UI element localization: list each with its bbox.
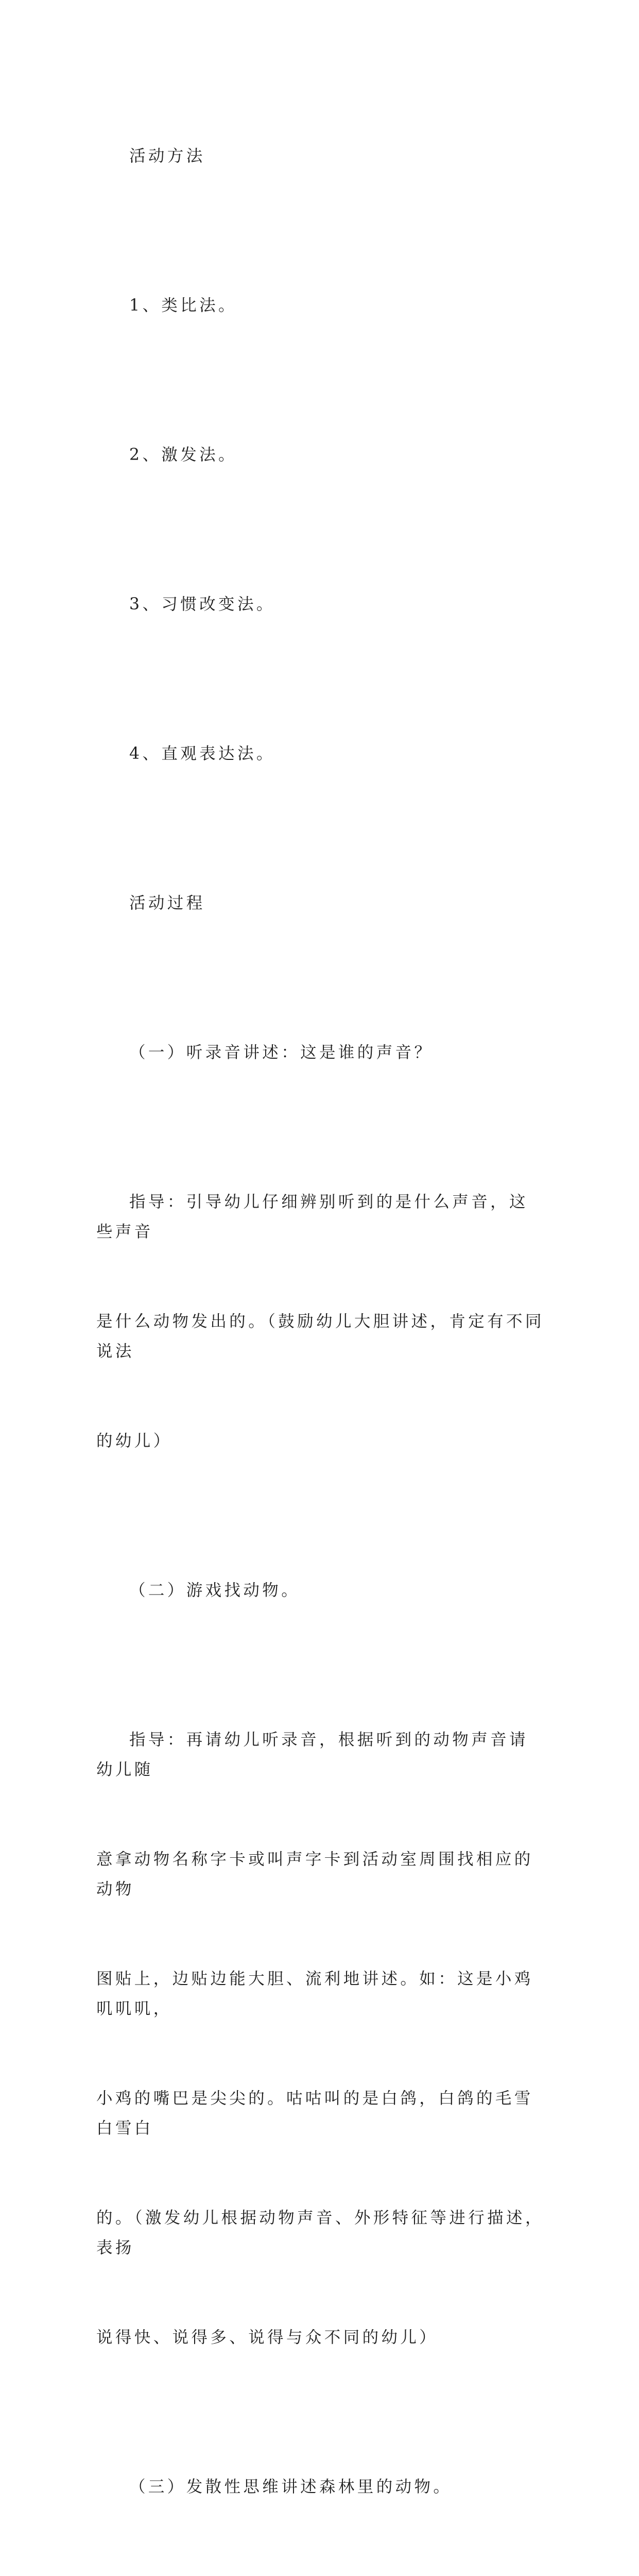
text-line: 活动方法 <box>129 147 205 165</box>
section-3-title <box>96 2412 544 2562</box>
section-2-title <box>96 1516 544 1665</box>
section-2-guidance <box>96 1665 544 2412</box>
method-item-2 <box>96 380 544 530</box>
text-line: 的。（激发幼儿根据动物声音、外形特征等进行描述，表扬 <box>96 2209 544 2257</box>
heading-activity-process <box>96 828 544 978</box>
text-line: 指导：再请幼儿听录音，根据听到的动物声音请幼儿随 <box>96 1731 528 1779</box>
section-1-guidance <box>96 1127 544 1516</box>
method-item-1 <box>96 231 544 380</box>
text-line: （二）游戏找动物。 <box>129 1581 301 1600</box>
heading-activity-method <box>96 81 544 231</box>
text-line: （三）发散性思维讲述森林里的动物。 <box>129 2478 453 2496</box>
section-3-guidance <box>96 2562 544 2576</box>
text-line: 1、类比法。 <box>129 296 237 315</box>
text-line: 3、习惯改变法。 <box>129 595 275 614</box>
method-item-3 <box>96 530 544 679</box>
text-line: 意拿动物名称字卡或叫声字卡到活动室周围找相应的动物 <box>96 1850 533 1899</box>
text-line: 活动过程 <box>129 894 205 912</box>
text-line: （一）听录音讲述：这是谁的声音？ <box>129 1043 434 1062</box>
text-line: 小鸡的嘴巴是尖尖的。咕咕叫的是白鸽，白鸽的毛雪白雪白 <box>96 2089 533 2138</box>
text-line: 是什么动物发出的。（鼓励幼儿大胆讲述，肯定有不同说法 <box>96 1312 544 1361</box>
section-1-title <box>96 978 544 1127</box>
document-body <box>96 81 544 2576</box>
method-item-4 <box>96 679 544 828</box>
text-line: 说得快、说得多、说得与众不同的幼儿） <box>96 2328 439 2347</box>
text-line: 图贴上，边贴边能大胆、流利地讲述。如：这是小鸡叽叽叽， <box>96 1970 533 2018</box>
text-line: 指导：引导幼儿仔细辨别听到的是什么声音，这些声音 <box>96 1193 528 1241</box>
text-line: 的幼儿） <box>96 1432 172 1450</box>
text-line: 4、直观表达法。 <box>129 744 275 763</box>
text-line: 2、激发法。 <box>129 446 237 464</box>
